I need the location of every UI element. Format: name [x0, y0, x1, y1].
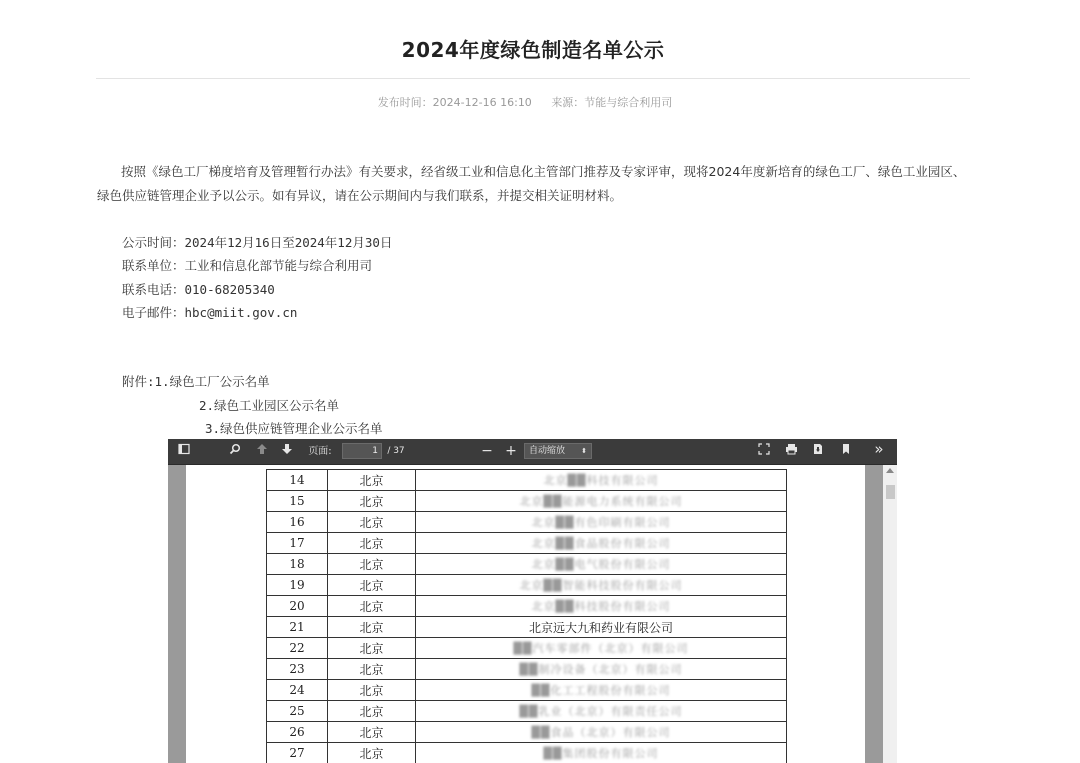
row-location — [328, 512, 416, 533]
row-location — [328, 575, 416, 596]
publish-time: 发布时间：2024-12-16 16:10 — [377, 96, 532, 109]
row-number-text: 14 — [289, 473, 305, 487]
row-company-name-text: ██制冷设备（北京）有限公司 — [519, 663, 683, 676]
attachment-2[interactable]: 2.绿色工业园区公示名单 — [199, 398, 340, 413]
row-company-name — [416, 659, 787, 680]
row-company-name-text: 北京██有色印刷有限公司 — [531, 516, 671, 529]
zoom-out-button[interactable]: − — [481, 443, 493, 459]
row-company-name-text: ██乳业（北京）有限责任公司 — [519, 705, 683, 718]
row-company-name-text: 北京██能源电力系统有限公司 — [519, 495, 683, 508]
scroll-thumb[interactable] — [886, 485, 895, 499]
row-number-text: 22 — [289, 641, 305, 655]
more-tools-button[interactable]: » — [874, 440, 884, 458]
row-location — [328, 722, 416, 743]
row-company-name — [416, 512, 787, 533]
select-arrows-icon: ⬍ — [581, 447, 587, 455]
row-number — [267, 659, 328, 680]
row-location-text: 北京 — [359, 536, 384, 551]
row-number — [267, 554, 328, 575]
row-company-name — [416, 743, 787, 763]
row-location — [328, 701, 416, 722]
row-company-name — [416, 575, 787, 596]
table-row — [267, 470, 787, 491]
previous-page-icon[interactable] — [254, 443, 270, 460]
row-company-name-text: ██化工工程股份有限公司 — [531, 684, 671, 697]
company-table — [266, 469, 787, 763]
row-location — [328, 596, 416, 617]
table-row — [267, 743, 787, 763]
row-company-name-text: ██汽车零部件（北京）有限公司 — [513, 642, 689, 655]
table-row — [267, 701, 787, 722]
row-location — [328, 659, 416, 680]
row-location-text: 北京 — [359, 557, 384, 572]
attachment-3[interactable]: 3.绿色供应链管理企业公示名单 — [205, 421, 383, 436]
article-meta — [0, 94, 1050, 110]
row-location — [328, 554, 416, 575]
row-company-name-text: ██集团股份有限公司 — [543, 747, 659, 760]
row-location-text: 北京 — [359, 746, 384, 761]
row-location-text: 北京 — [359, 704, 384, 719]
contact-unit: 联系单位：工业和信息化部节能与综合利用司 — [122, 258, 373, 273]
table-row — [267, 722, 787, 743]
row-number — [267, 617, 328, 638]
search-icon[interactable] — [227, 443, 243, 460]
row-location-text: 北京 — [359, 662, 384, 677]
row-number-text: 24 — [289, 683, 305, 697]
row-company-name — [416, 596, 787, 617]
row-location — [328, 470, 416, 491]
row-number — [267, 512, 328, 533]
fullscreen-icon[interactable] — [756, 443, 772, 460]
attachment-1[interactable]: 附件:1.绿色工厂公示名单 — [122, 374, 270, 389]
publicity-period: 公示时间：2024年12月16日至2024年12月30日 — [122, 235, 393, 250]
pdf-scrollbar[interactable] — [883, 465, 897, 763]
intro-paragraph: 按照《绿色工厂梯度培育及管理暂行办法》有关要求，经省级工业和信息化主管部门推荐及专家评审，现将2024年度新培育的绿色工厂、绿色工业园区、绿色供应链管理企业予以公示。如有异议，请在公示期间内与我们联系，并提交相关证明材料。 — [97, 164, 966, 203]
row-location — [328, 638, 416, 659]
table-row — [267, 596, 787, 617]
row-number — [267, 596, 328, 617]
row-location — [328, 617, 416, 638]
row-company-name-text: 北京██科技有限公司 — [543, 474, 659, 487]
contact-email: 电子邮件：hbc@miit.gov.cn — [122, 305, 298, 320]
table-row — [267, 638, 787, 659]
row-company-name — [416, 554, 787, 575]
row-number — [267, 533, 328, 554]
row-location — [328, 743, 416, 763]
row-number-text: 20 — [289, 599, 305, 613]
row-company-name-text: ██食品（北京）有限公司 — [531, 726, 671, 739]
table-row — [267, 659, 787, 680]
row-company-name-text: 北京██食品股份有限公司 — [531, 537, 671, 550]
row-location-text: 北京 — [359, 578, 384, 593]
download-icon[interactable] — [810, 443, 826, 460]
table-row — [267, 554, 787, 575]
pdf-viewer — [168, 439, 897, 763]
row-location — [328, 680, 416, 701]
zoom-select[interactable] — [524, 443, 592, 459]
row-location-text: 北京 — [359, 620, 384, 635]
row-location-text: 北京 — [359, 494, 384, 509]
row-number-text: 15 — [289, 494, 305, 508]
row-number-text: 23 — [289, 662, 305, 676]
pdf-toolbar — [168, 439, 897, 465]
row-location-text: 北京 — [359, 599, 384, 614]
table-row — [267, 575, 787, 596]
pdf-page-area[interactable] — [168, 465, 883, 763]
page-label: 页面: — [308, 446, 332, 457]
row-company-name-text: 北京██电气股份有限公司 — [531, 558, 671, 571]
contact-phone: 联系电话：010-68205340 — [122, 282, 275, 297]
row-number — [267, 743, 328, 763]
row-location-text: 北京 — [359, 641, 384, 656]
row-number — [267, 491, 328, 512]
row-location-text: 北京 — [359, 473, 384, 488]
row-number-text: 27 — [289, 746, 305, 760]
total-pages: / 37 — [387, 446, 405, 456]
row-number-text: 25 — [289, 704, 305, 718]
row-location — [328, 533, 416, 554]
row-number-text: 26 — [289, 725, 305, 739]
zoom-select-value: 自动缩放 — [529, 446, 566, 456]
row-number-text: 17 — [289, 536, 305, 550]
row-company-name — [416, 533, 787, 554]
row-company-name-text: 北京远大九和药业有限公司 — [528, 620, 673, 635]
zoom-in-button[interactable]: + — [505, 443, 517, 459]
row-number — [267, 722, 328, 743]
row-number — [267, 470, 328, 491]
table-row — [267, 533, 787, 554]
row-company-name — [416, 491, 787, 512]
row-location — [328, 491, 416, 512]
row-company-name — [416, 701, 787, 722]
row-number-text: 18 — [289, 557, 305, 571]
row-location-text: 北京 — [359, 725, 384, 740]
row-company-name — [416, 470, 787, 491]
row-number-text: 21 — [289, 620, 305, 634]
pdf-page — [186, 465, 865, 763]
source-label: 来源：节能与综合利用司 — [551, 96, 673, 109]
row-number — [267, 701, 328, 722]
row-number — [267, 575, 328, 596]
table-row — [267, 512, 787, 533]
table-row — [267, 617, 787, 638]
row-number-text: 19 — [289, 578, 305, 592]
row-company-name — [416, 617, 787, 638]
row-company-name — [416, 638, 787, 659]
table-row — [267, 680, 787, 701]
row-company-name — [416, 722, 787, 743]
row-company-name-text: 北京██科技股份有限公司 — [531, 600, 671, 613]
row-number — [267, 680, 328, 701]
bookmark-icon[interactable] — [838, 443, 854, 460]
row-location-text: 北京 — [359, 515, 384, 530]
row-number — [267, 638, 328, 659]
row-number-text: 16 — [289, 515, 305, 529]
next-page-icon[interactable] — [279, 443, 295, 460]
row-company-name — [416, 680, 787, 701]
scroll-up-arrow-icon[interactable] — [886, 468, 894, 473]
table-row — [267, 491, 787, 512]
print-icon[interactable] — [783, 443, 799, 460]
row-location-text: 北京 — [359, 683, 384, 698]
title-divider — [96, 78, 970, 79]
row-company-name-text: 北京██智能科技股份有限公司 — [519, 579, 683, 592]
page-number-input[interactable]: 1 — [342, 443, 382, 459]
page-title: 2024年度绿色制造名单公示 — [401, 38, 665, 62]
sidebar-toggle-icon[interactable] — [176, 443, 192, 460]
